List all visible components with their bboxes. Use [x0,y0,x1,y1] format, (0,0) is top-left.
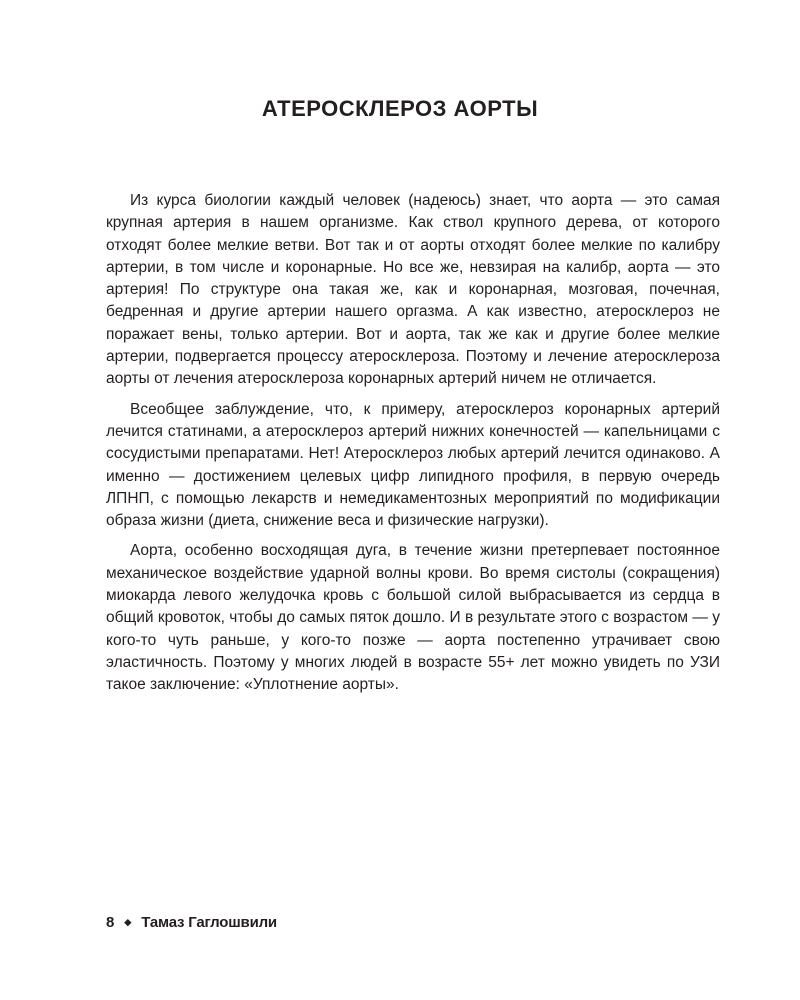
page-footer [106,914,277,931]
paragraph-3: Аорта, особенно восходящая дуга, в течение жизни претерпевает постоянное механическое воздействие ударной волны крови. Во время систолы (сокращения) миокарда левого желудочка кровь с большой силой выбрасывается из сердца в общий кровоток, чтобы до самых пяток дошло. И в результате этого с возрастом — у кого-то чуть раньше, у кого-то позже — аорта постепенно утрачивает свою эластичность. Поэтому у многих людей в возрасте 55+ лет можно увидеть по УЗИ такое заключение: «Уплотнение аорты». [106,542,720,694]
page-title: АТЕРОСКЛЕРОЗ АОРТЫ [261,96,539,121]
paragraph-1: Из курса биологии каждый человек (надеюсь) знает, что аорта — это самая крупная артерия в нашем организме. Как ствол крупного дерева, от которого отходят более мелкие ветви. Вот так и от аорты отходят более мелкие по калибру артерии, в том числе и коронарные. Но все же, невзирая на калибр, аорта — это артерия! По структуре она такая же, как и коронарная, мозговая, почечная, бедренная и другие артерии нашего оргазма. А как известно, атеросклероз не поражает вены, только артерии. Вот и аорта, так же как и другие более мелкие артерии, подвергается процессу атеросклероза. Поэтому и лечение атеросклероза аорты от лечения атеросклероза коронарных артерий ничем не отличается. [106,192,720,388]
body-text [106,190,720,705]
paragraph-2: Всеобщее заблуждение, что, к примеру, атеросклероз коронарных артерий лечится статинами, а атеросклероз артерий нижних конечностей — капельницами с сосудистыми препаратами. Нет! Атеросклероз любых артерий лечится одинаково. А именно — достижением целевых цифр липидного профиля, в первую очередь ЛПНП, с помощью лекарств и немедикаментозных мероприятий по модификации образа жизни (диета, снижение веса и физические нагрузки). [106,400,720,530]
diamond-separator-icon: ◆ [124,917,132,927]
author-name: Тамаз Гаглошвили [141,914,277,931]
page-number: 8 [106,914,115,931]
